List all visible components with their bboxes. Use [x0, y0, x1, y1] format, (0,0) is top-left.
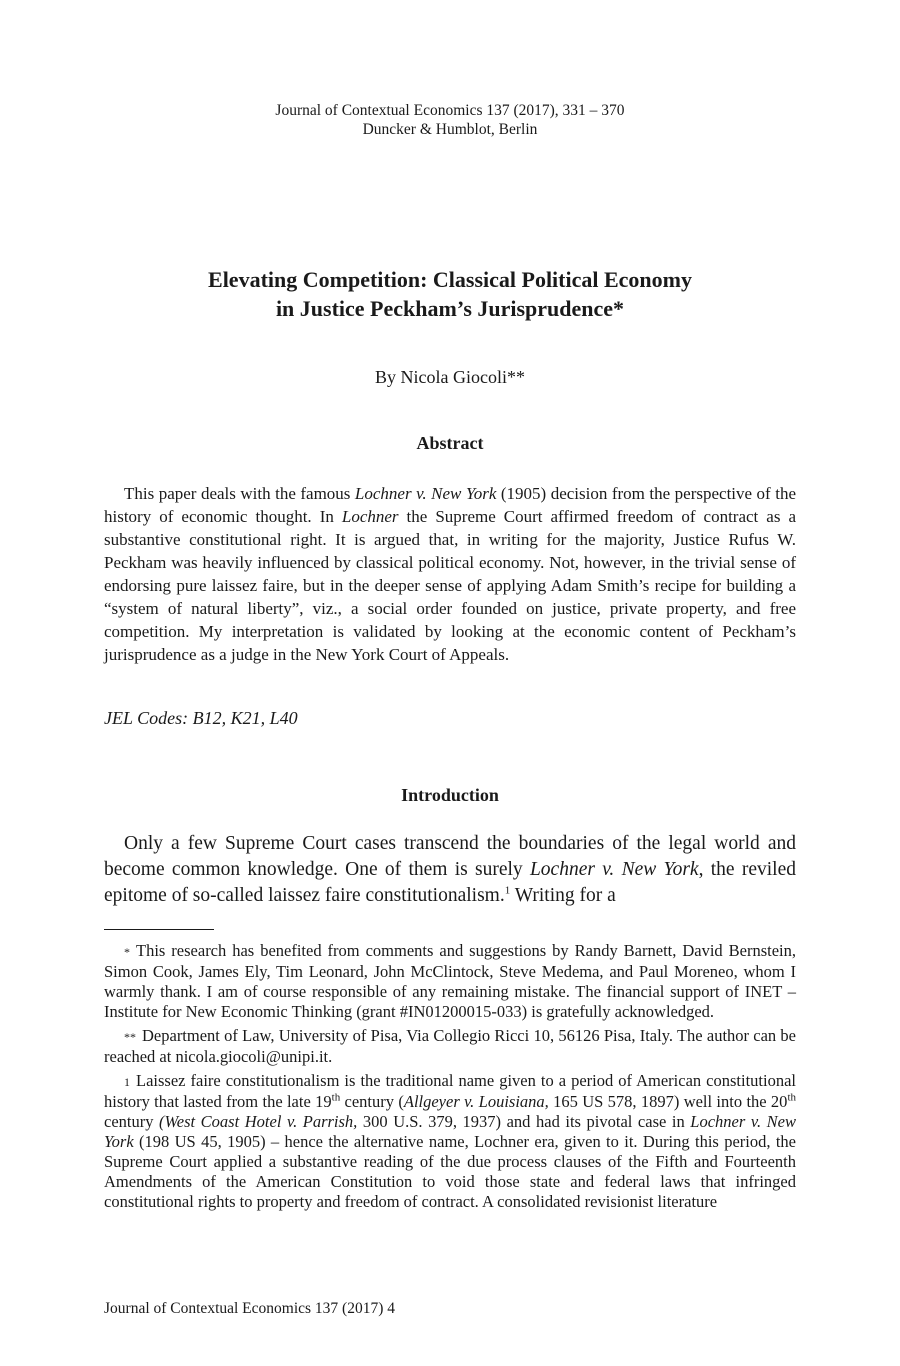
- footnote-star: [104, 941, 796, 1022]
- footnote-double-star: [104, 1026, 796, 1067]
- abstract-paragraph: [104, 482, 796, 666]
- footnote-reference-1[interactable]: 1: [504, 884, 511, 897]
- footnote-text: (198 US 45, 1905) – hence the alternative name, Lochner era, given to it. During this period, the Supreme Court applied a substantive reading of the due process clauses of the Fifth and Fourteenth Amendments of the American Constitution to void those state and federal laws that infringed constitutional rights to property and freedom of contract. A consolidated revisionist literature: [104, 1132, 796, 1211]
- author-line: By Nicola Giocoli**: [375, 367, 525, 387]
- abstract-case-lochner: Lochner v. New York: [354, 484, 497, 503]
- abstract-text-3: the Supreme Court affirmed freedom of contract as a substantive constitutional right. It is argued that, in writing for the majority, Justice Rufus W. Peckham was heavily influenced by classical political economy. Not, however, in the trivial sense of endorsing pure laissez faire, but in the deeper sense of applying Adam Smith’s recipe for building a “system of natural liberty”, viz., a social order founded on justice, private property, and free competition. My interpretation is validated by looking at the economic content of Peckham’s jurisprudence as a judge in the New York Court of Appeals.: [104, 507, 796, 664]
- footnote-mark: **: [124, 1030, 136, 1044]
- publisher-line: Duncker & Humblot, Berlin: [362, 121, 538, 138]
- introduction-heading: Introduction: [401, 785, 499, 805]
- paper-title: [0, 265, 900, 323]
- jel-codes: JEL Codes: B12, K21, L40: [104, 708, 298, 728]
- abstract-text-2: (1905) decision from the perspective of the history of economic thought. In: [104, 484, 796, 526]
- title-line-1: Elevating Competition: Classical Political Economy: [208, 267, 692, 292]
- intro-text-2: , the reviled epitome of so-called laissez faire constitutionalism.: [104, 859, 796, 906]
- footnote-text: 300 U.S. 379, 1937) and had its pivotal case in: [357, 1112, 691, 1131]
- abstract-case-lochner-short: Lochner: [341, 507, 399, 526]
- intro-text-1: Only a few Supreme Court cases transcend the boundaries of the legal world and become common knowledge. One of them is surely: [104, 833, 796, 880]
- case-allgeyer: Allgeyer v. Louisiana,: [403, 1092, 549, 1111]
- abstract-text-1: This paper deals with the famous: [124, 484, 355, 503]
- footnote-text: 165 US 578, 1897) well into the 20: [548, 1092, 788, 1111]
- page-footer: Journal of Contextual Economics 137 (2017) 4: [104, 1300, 396, 1317]
- footnote-text: century (: [340, 1092, 404, 1111]
- footnotes: [104, 941, 796, 1216]
- footnote-separator: [104, 929, 214, 930]
- intro-text-3: Writing for a: [510, 885, 616, 906]
- journal-header: [0, 101, 900, 139]
- footnote-mark: 1: [124, 1075, 130, 1089]
- footnote-text: century: [104, 1112, 160, 1131]
- ordinal-superscript: th: [331, 1091, 341, 1104]
- introduction-body: [104, 831, 796, 909]
- title-line-2: in Justice Peckham’s Jurisprudence*: [275, 296, 625, 321]
- ordinal-superscript: th: [787, 1091, 796, 1104]
- footnote-mark: *: [124, 945, 130, 959]
- journal-citation: Journal of Contextual Economics 137 (2017), 331 – 370: [275, 102, 625, 119]
- abstract-body: [104, 482, 796, 666]
- case-west-coast-hotel: (West Coast Hotel v. Parrish,: [159, 1112, 358, 1131]
- introduction-paragraph: [104, 831, 796, 909]
- footnote-1: [104, 1071, 796, 1212]
- footnote-text: This research has benefited from comments and suggestions by Randy Barnett, David Bernstein, Simon Cook, James Ely, Tim Leonard, John McClintock, Steve Medema, and Paul Moreneo, whom I warmly thank. I am of course responsible of any remaining mistake. The financial support of INET – Institute for New Economic Thinking (grant #IN01200015-033) is gratefully acknowledged.: [104, 941, 796, 1021]
- abstract-heading: Abstract: [416, 433, 484, 453]
- case-lochner: Lochner v. New York: [104, 1112, 796, 1151]
- footnote-text: Department of Law, University of Pisa, Via Collegio Ricci 10, 56126 Pisa, Italy. The author can be reached at nicola.giocoli@unipi.it.: [104, 1026, 796, 1066]
- footnote-text: Laissez faire constitutionalism is the traditional name given to a period of American constitutional history that lasted from the late 19: [104, 1071, 796, 1111]
- intro-case-lochner: Lochner v. New York: [529, 859, 699, 880]
